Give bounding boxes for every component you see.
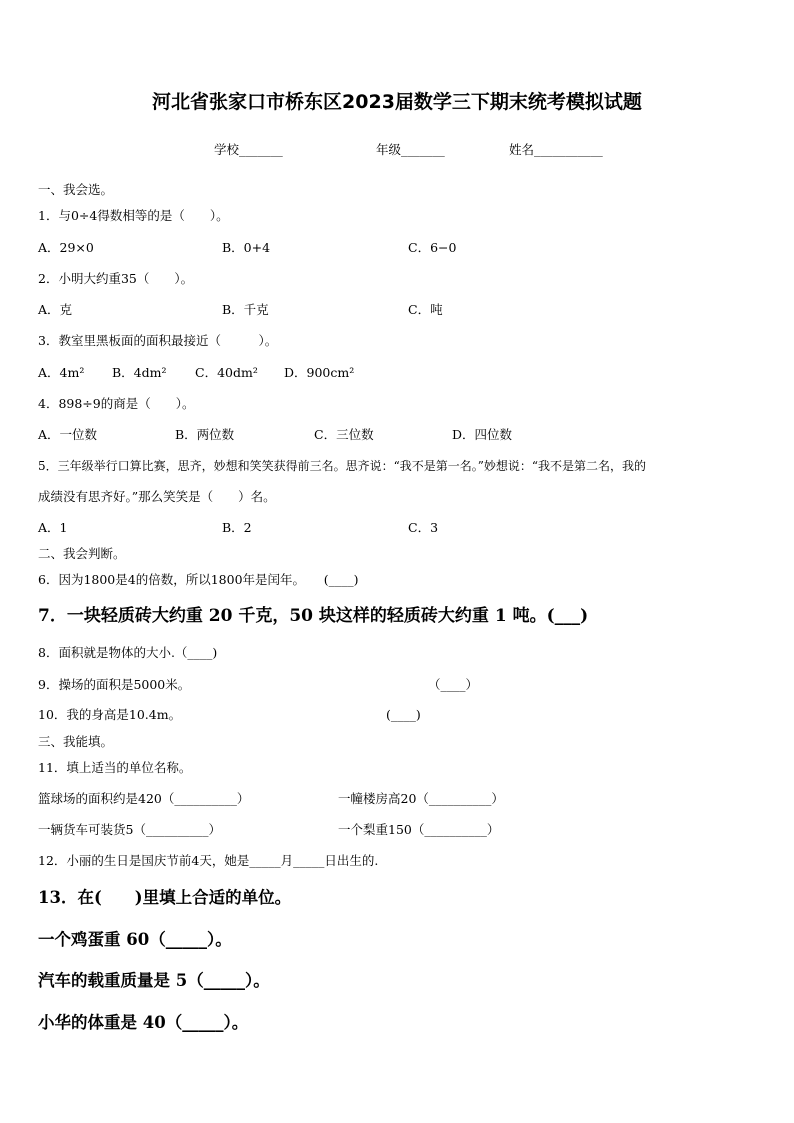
section-heading-choose: 一、我会选。 [38, 182, 114, 197]
q4-option-a: A．一位数 [38, 427, 98, 442]
q13-item-egg: 一个鸡蛋重 60（_____）。 [38, 930, 232, 949]
q11-item-pear: 一个梨重150（__________） [338, 822, 500, 837]
q11-item-basketball: 篮球场的面积约是420（__________） [38, 791, 250, 806]
page-title: 河北省张家口市桥东区2023届数学三下期末统考模拟试题 [152, 91, 642, 113]
question-6: 6．因为1800是4的倍数，所以1800年是闰年。 (____) [38, 572, 359, 587]
q3-option-c: C．40dm² [195, 365, 258, 380]
question-11: 11．填上适当的单位名称。 [38, 760, 192, 775]
question-13: 13．在( )里填上合适的单位。 [38, 888, 292, 907]
q4-option-c: C．三位数 [314, 427, 374, 442]
question-3: 3．教室里黑板面的面积最接近（ ）。 [38, 333, 278, 348]
question-2: 2．小明大约重35（ ）。 [38, 271, 194, 286]
question-8: 8．面积就是物体的大小.（____) [38, 645, 218, 660]
q9-answer-blank: （____） [428, 677, 479, 692]
q3-option-b: B．4dm² [112, 365, 167, 380]
q5-option-a: A．1 [38, 520, 68, 535]
q2-option-b: B．千克 [222, 302, 269, 317]
name-field: 姓名___________ [509, 142, 603, 157]
section-heading-fill: 三、我能填。 [38, 734, 114, 749]
q13-item-car: 汽车的载重质量是 5（_____）。 [38, 971, 270, 990]
q3-option-d: D．900cm² [284, 365, 355, 380]
question-4: 4．898÷9的商是（ ）。 [38, 396, 195, 411]
q4-option-b: B．两位数 [175, 427, 235, 442]
question-5-line-2: 成绩没有思齐好。”那么笑笑是（ ）名。 [38, 489, 276, 504]
q1-option-c: C．6−0 [408, 240, 457, 255]
q1-option-a: A．29×0 [38, 240, 94, 255]
question-10: 10．我的身高是10.4m。 [38, 707, 182, 722]
school-field: 学校_______ [214, 142, 283, 157]
q2-option-c: C．吨 [408, 302, 443, 317]
q4-option-d: D．四位数 [452, 427, 513, 442]
q3-option-a: A．4m² [38, 365, 85, 380]
question-9: 9．操场的面积是5000米。 [38, 677, 191, 692]
q10-answer-blank: (____) [386, 707, 421, 722]
section-heading-judge: 二、我会判断。 [38, 546, 126, 561]
q2-option-a: A．克 [38, 302, 73, 317]
grade-field: 年级_______ [376, 142, 445, 157]
question-12: 12．小丽的生日是国庆节前4天，她是_____月_____日出生的. [38, 853, 379, 868]
q1-option-b: B．0+4 [222, 240, 271, 255]
q11-item-truck: 一辆货车可装货5（__________） [38, 822, 221, 837]
q5-option-b: B．2 [222, 520, 252, 535]
question-7: 7．一块轻质砖大约重 20 千克，50 块这样的轻质砖大约重 1 吨。(___) [38, 606, 589, 626]
q11-item-building: 一幢楼房高20（__________） [338, 791, 504, 806]
q13-item-weight: 小华的体重是 40（_____）。 [38, 1013, 249, 1032]
question-1: 1．与0÷4得数相等的是（ ）。 [38, 208, 229, 223]
q5-option-c: C．3 [408, 520, 439, 535]
question-5-line-1: 5．三年级举行口算比赛，思齐，妙想和笑笑获得前三名。思齐说：“我不是第一名。”妙想说：“我不是第二名，我的 [38, 459, 647, 473]
